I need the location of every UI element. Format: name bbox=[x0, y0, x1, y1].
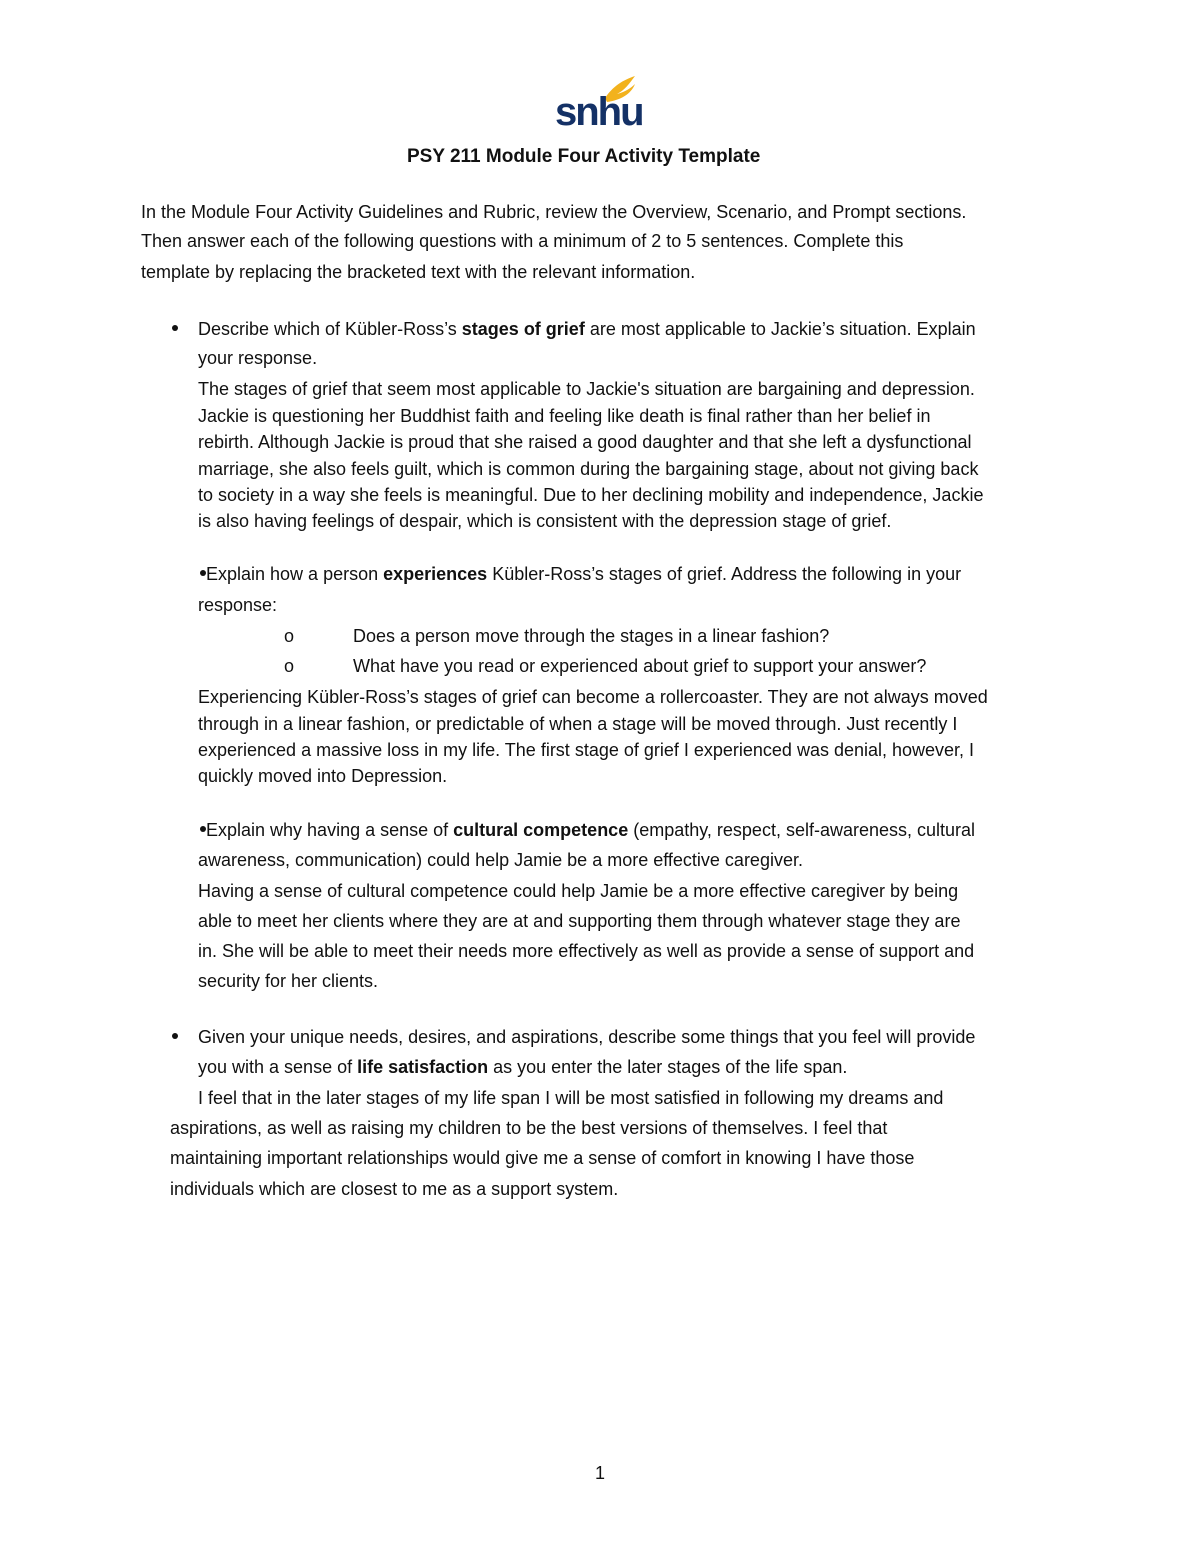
answer-2-line-1: Experiencing Kübler-Ross’s stages of grief can become a rollercoaster. They are not always moved bbox=[198, 687, 988, 707]
answer-3-line-1: Having a sense of cultural competence could help Jamie be a more effective caregiver by being bbox=[198, 881, 959, 901]
question-2-bold: experiences bbox=[383, 564, 488, 584]
answer-2-line-2: through in a linear fashion, or predictable of when a stage will be moved through. Just recently I bbox=[198, 714, 958, 734]
question-3-text-end: (empathy, respect, self-awareness, cultural bbox=[628, 820, 976, 840]
question-4-line-2 bbox=[198, 1056, 847, 1078]
sub-question-2: What have you read or experienced about grief to support your answer? bbox=[353, 656, 927, 676]
question-1-text-end: are most applicable to Jackie’s situation. Explain bbox=[584, 319, 976, 339]
question-3-line-2: awareness, communication) could help Jamie be a more effective caregiver. bbox=[198, 850, 803, 870]
answer-1-line-5: to society in a way she feels is meaningful. Due to her declining mobility and independence, Jackie bbox=[198, 485, 984, 505]
intro-line-2: Then answer each of the following questions with a minimum of 2 to 5 sentences. Complete this bbox=[141, 231, 904, 251]
answer-2-line-4: quickly moved into Depression. bbox=[198, 766, 448, 786]
answer-1-line-3: rebirth. Although Jackie is proud that she raised a good daughter and that she left a dysfunctional bbox=[198, 432, 972, 452]
answer-1-line-4: marriage, she also feels guilt, which is common during the bargaining stage, about not giving back bbox=[198, 459, 979, 479]
sub-marker: o bbox=[284, 626, 295, 646]
answer-4-line-4: individuals which are closest to me as a support system. bbox=[170, 1179, 619, 1199]
bullet-icon bbox=[172, 1033, 178, 1039]
question-1 bbox=[198, 318, 976, 340]
question-4-bold: life satisfaction bbox=[357, 1057, 489, 1077]
logo-text: snhu bbox=[555, 90, 643, 134]
intro-line-1: In the Module Four Activity Guidelines and Rubric, review the Overview, Scenario, and Prompt sections. bbox=[141, 202, 967, 222]
snhu-logo bbox=[555, 72, 645, 134]
answer-4-line-3: maintaining important relationships would give me a sense of comfort in knowing I have those bbox=[170, 1148, 915, 1168]
question-2-text: Explain how a person bbox=[206, 564, 384, 584]
question-4-line-1: Given your unique needs, desires, and aspirations, describe some things that you feel will provide bbox=[198, 1027, 976, 1047]
answer-1-line-1: The stages of grief that seem most applicable to Jackie's situation are bargaining and depression. bbox=[198, 379, 975, 399]
question-3 bbox=[206, 819, 975, 841]
question-1-text: Describe which of Kübler-Ross’s bbox=[198, 319, 462, 339]
answer-4-line-2: aspirations, as well as raising my children to be the best versions of themselves. I feel that bbox=[170, 1118, 888, 1138]
question-3-text: Explain why having a sense of bbox=[206, 820, 454, 840]
answer-1-line-6: is also having feelings of despair, which is consistent with the depression stage of grief. bbox=[198, 511, 892, 531]
question-4-text: you with a sense of bbox=[198, 1057, 358, 1077]
page-title: PSY 211 Module Four Activity Template bbox=[407, 146, 761, 167]
question-3-bold: cultural competence bbox=[453, 820, 629, 840]
question-2-text-end: Kübler-Ross’s stages of grief. Address the following in your bbox=[487, 564, 962, 584]
answer-3-line-4: security for her clients. bbox=[198, 971, 379, 991]
answer-3-line-2: able to meet her clients where they are at and supporting them through whatever stage they are bbox=[198, 911, 961, 931]
question-1-bold: stages of grief bbox=[461, 319, 585, 339]
question-2 bbox=[206, 563, 961, 585]
intro-line-3: template by replacing the bracketed text with the relevant information. bbox=[141, 262, 696, 282]
page-number: 1 bbox=[595, 1463, 606, 1483]
question-4-text-end: as you enter the later stages of the life span. bbox=[488, 1057, 848, 1077]
question-2-line-2: response: bbox=[198, 595, 278, 615]
sub-marker: o bbox=[284, 656, 295, 676]
bullet-icon bbox=[172, 325, 178, 331]
answer-1-line-2: Jackie is questioning her Buddhist faith and feeling like death is final rather than her belief in bbox=[198, 406, 931, 426]
answer-2-line-3: experienced a massive loss in my life. The first stage of grief I experienced was denial, however, I bbox=[198, 740, 975, 760]
question-1-line-2: your response. bbox=[198, 348, 318, 368]
answer-4-line-1: I feel that in the later stages of my life span I will be most satisfied in following my dreams and bbox=[198, 1088, 944, 1108]
answer-3-line-3: in. She will be able to meet their needs more effectively as well as provide a sense of support and bbox=[198, 941, 975, 961]
sub-question-1: Does a person move through the stages in a linear fashion? bbox=[353, 626, 830, 646]
